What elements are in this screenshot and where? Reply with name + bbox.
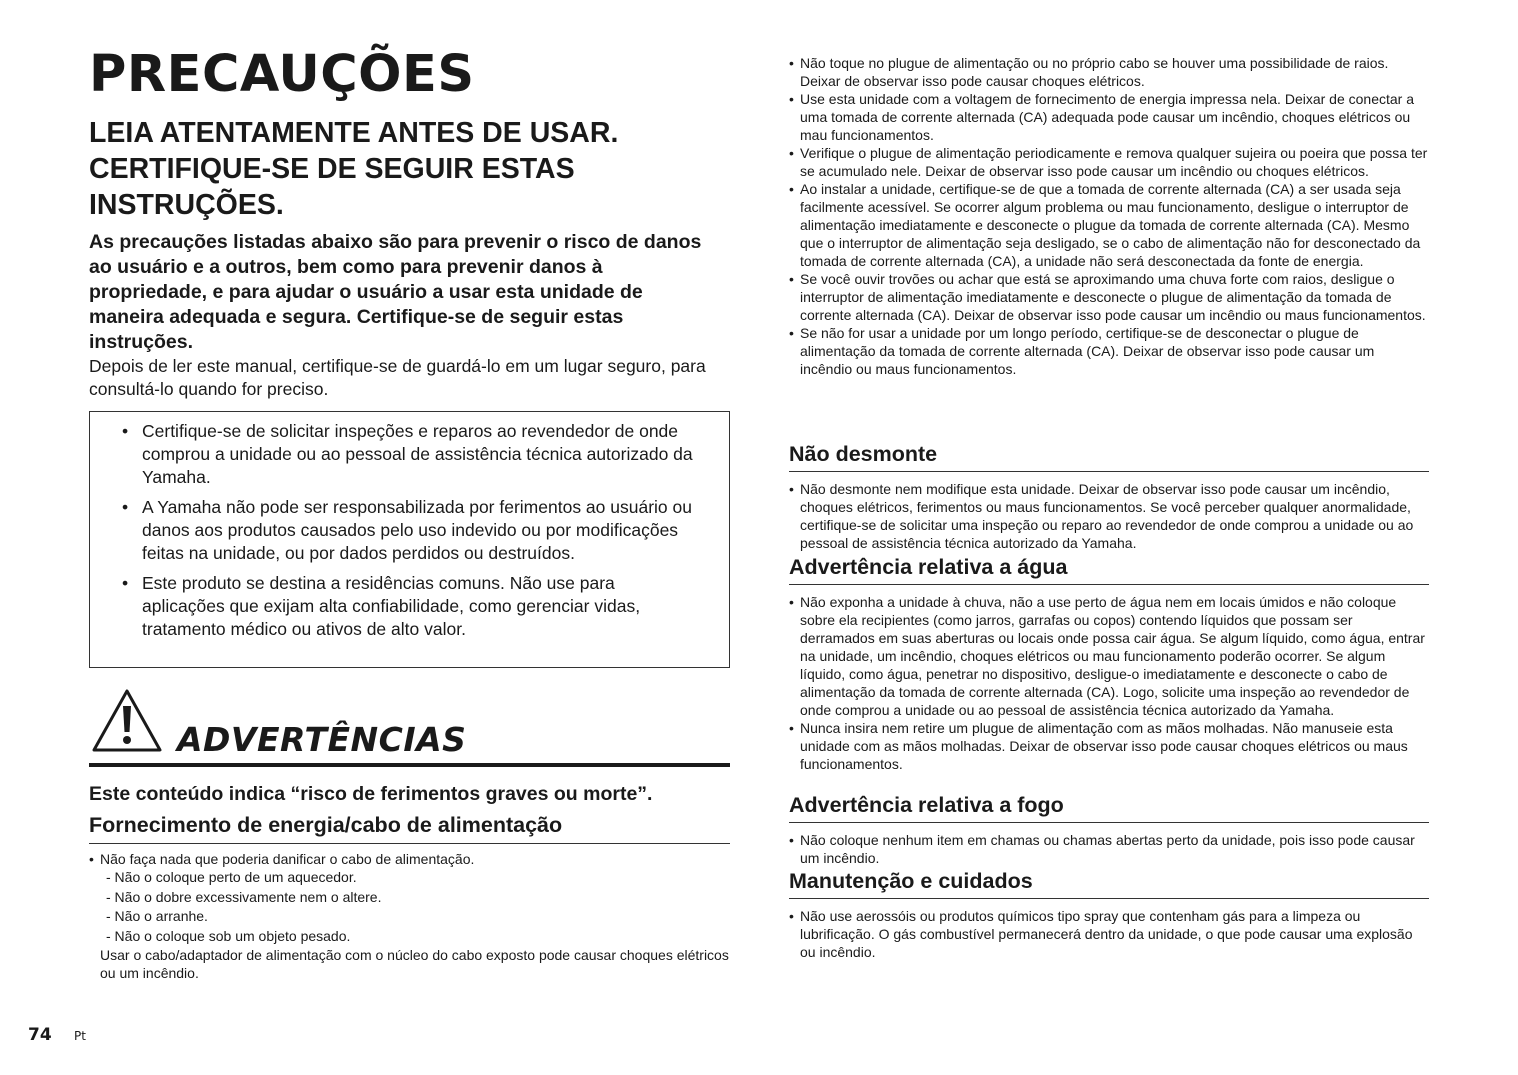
warning-rule [89, 763, 730, 767]
page-number: 74 [28, 1025, 52, 1045]
warning-header [89, 688, 730, 767]
notice-list [122, 420, 697, 648]
maintenance-heading: Manutenção e cuidados [789, 867, 1429, 899]
disassemble-list [789, 480, 1429, 552]
power-item-tail: Usar o cabo/adaptador de alimentação com o núcleo do cabo exposto pode causar choques elétricos ou um incêndio. [100, 947, 729, 982]
warning-indicator: Este conteúdo indica “risco de ferimentos graves ou morte”. [89, 783, 653, 805]
sub-list-item: - Não o coloque sob um objeto pesado. [106, 927, 351, 944]
list-item: • Ao instalar a unidade, certifique-se de que a tomada de corrente alternada (CA) a ser usada seja facilmente acessível. Se ocorrer algum problema ou mau funcionamento, desligue o interruptor de alimentação imediatamente e desconecte o plugue da tomada de corrente alternada (CA). Mesmo que o interruptor de alimentação seja desligado, se o cabo de alimentação não for desconectado da tomada de corrente alternada (CA), a unidade não será desconectada da fonte de energia. [789, 180, 1429, 270]
water-list [789, 593, 1429, 773]
power-item-lead: Não faça nada que poderia danificar o cabo de alimentação. [100, 851, 475, 867]
warning-title: ADVERTÊNCIAS [177, 720, 467, 759]
intro-bold-text: As precauções listadas abaixo são para prevenir o risco de danos ao usuário e a outros, bem como para prevenir danos à propriedade, e para ajudar o usuário a usar esta unidade de maneira adequada e segura. Certifique-se de seguir estas instruções. [89, 231, 702, 353]
notice-item: • Este produto se destina a residências comuns. Não use para aplicações que exijam alta confiabilidade, como gerenciar vidas, tratamento médico ou ativos de alto valor. [122, 572, 697, 641]
notice-item: • A Yamaha não pode ser responsabilizada por ferimentos ao usuário ou danos aos produtos causados pelo uso indevido ou por modificações feitas na unidade, ou por dados perdidos ou destruídos. [122, 496, 697, 565]
fire-list [789, 831, 1429, 867]
sub-list-item: - Não o arranhe. [106, 908, 208, 925]
list-item: • Se não for usar a unidade por um longo período, certifique-se de desconectar o plugue de alimentação da tomada de corrente alternada (CA). Deixar de observar isso pode causar um incêndio ou maus funcionamentos. [789, 324, 1429, 378]
power-continued-list [789, 54, 1429, 378]
list-item: • Não use aerossóis ou produtos químicos tipo spray que contenham gás para a limpeza ou lubrificação. O gás combustível permanecerá dentro da unidade, o que pode causar uma explosão ou incêndio. [789, 907, 1429, 961]
power-list [89, 850, 730, 982]
sub-list-item: - Não o dobre excessivamente nem o altere. [106, 888, 382, 905]
power-sub-list [100, 868, 730, 946]
power-section-heading: Fornecimento de energia/cabo de alimentação [89, 811, 730, 844]
disassemble-section [789, 440, 1429, 552]
list-item: • Verifique o plugue de alimentação periodicamente e remova qualquer sujeira ou poeira que possa ter se acumulado nele. Deixar de observar isso pode causar um incêndio ou choques elétricos. [789, 144, 1429, 180]
maintenance-section [789, 867, 1429, 961]
water-heading: Advertência relativa a água [789, 553, 1429, 585]
power-section [89, 811, 730, 982]
notice-item: • Certifique-se de solicitar inspeções e reparos ao revendedor de onde comprou a unidade ou ao pessoal de assistência técnica autorizado da Yamaha. [122, 420, 697, 489]
fire-section [789, 791, 1429, 867]
fire-heading: Advertência relativa a fogo [789, 791, 1429, 823]
list-item [89, 850, 730, 982]
sub-list-item: - Não o coloque perto de um aquecedor. [106, 869, 357, 885]
list-item: • Não coloque nenhum item em chamas ou chamas abertas perto da unidade, pois isso pode causar um incêndio. [789, 831, 1429, 867]
maintenance-list [789, 907, 1429, 961]
warning-triangle-icon [91, 688, 163, 754]
intro-text: Depois de ler este manual, certifique-se de guardá-lo em um lugar seguro, para consultá-lo quando for preciso. [89, 356, 706, 399]
page-language: Pt [74, 1029, 86, 1043]
list-item: • Não exponha a unidade à chuva, não a use perto de água nem em locais úmidos e não coloque sobre ela recipientes (como jarros, garrafas ou copos) contendo líquidos que possam ser derramados em suas aberturas ou locais onde possa cair água. Se algum líquido, como água, entrar na unidade, um incêndio, choques elétricos ou mau funcionamento poderão ocorrer. Se algum líquido, como água, penetrar no dispositivo, desligue-o imediatamente e desconecte o cabo de alimentação da tomada de corrente alternada (CA). Logo, solicite uma inspeção ao revendedor de onde comprou a unidade ou ao pessoal de assistência técnica autorizado da Yamaha. [789, 593, 1429, 719]
water-section [789, 553, 1429, 773]
list-item: • Não toque no plugue de alimentação ou no próprio cabo se houver uma possibilidade de raios. Deixar de observar isso pode causar choques elétricos. [789, 54, 1429, 90]
list-item: • Se você ouvir trovões ou achar que está se aproximando uma chuva forte com raios, desligue o interruptor de alimentação imediatamente e desconecte o plugue de alimentação da tomada de corrente alternada (CA). Deixar de observar isso pode causar um incêndio ou maus funcionamentos. [789, 270, 1429, 324]
disassemble-heading: Não desmonte [789, 440, 1429, 472]
list-item: • Não desmonte nem modifique esta unidade. Deixar de observar isso pode causar um incêndio, choques elétricos, ferimentos ou maus funcionamentos. Se você perceber qualquer anormalidade, certifique-se de solicitar uma inspeção ou reparo ao revendedor de onde comprou a unidade ou ao pessoal de assistência técnica autorizado da Yamaha. [789, 480, 1429, 552]
page-subtitle: LEIA ATENTAMENTE ANTES DE USAR. CERTIFIQUE-SE DE SEGUIR ESTAS INSTRUÇÕES. [89, 117, 619, 221]
notice-box [89, 411, 730, 668]
page-title: PRECAUÇÕES [89, 45, 475, 104]
list-item: • Nunca insira nem retire um plugue de alimentação com as mãos molhadas. Não manuseie esta unidade com as mãos molhadas. Deixar de observar isso pode causar choques elétricos ou maus funcionamentos. [789, 719, 1429, 773]
list-item: • Use esta unidade com a voltagem de fornecimento de energia impressa nela. Deixar de conectar a uma tomada de corrente alternada (CA) adequada pode causar um incêndio, choques elétricos ou mau funcionamentos. [789, 90, 1429, 144]
